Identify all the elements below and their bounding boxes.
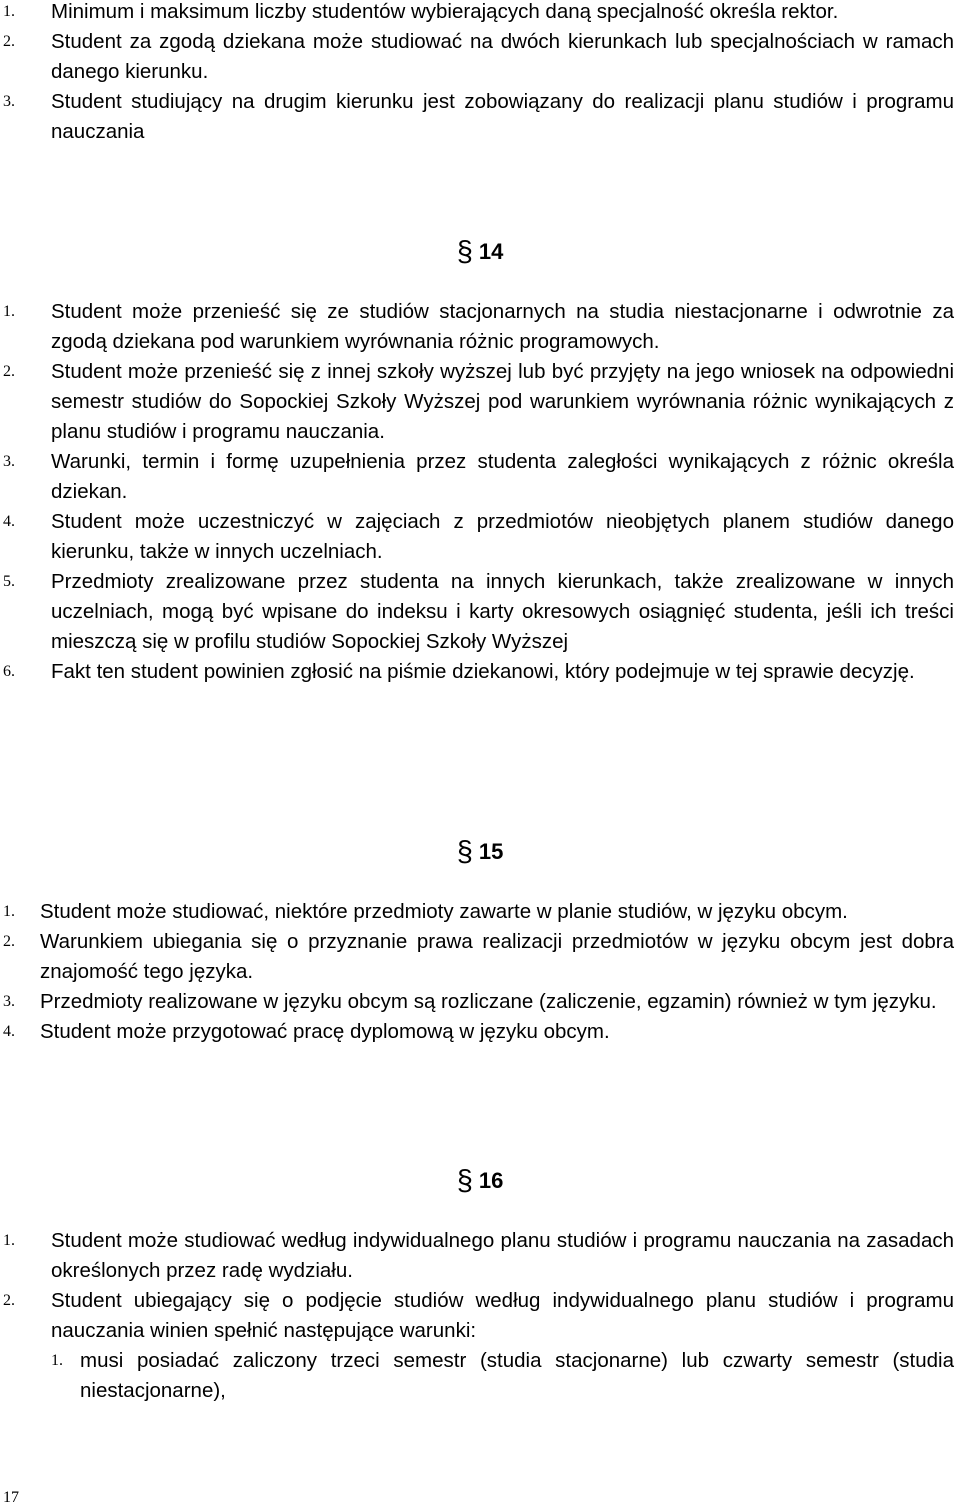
section-symbol: § bbox=[456, 836, 473, 868]
list-item bbox=[0, 357, 960, 447]
item-number: 3. bbox=[3, 453, 15, 470]
item-number: 5. bbox=[3, 573, 15, 590]
section-15-list bbox=[0, 897, 960, 1047]
item-text: Student studiujący na drugim kierunku jest zobowiązany do realizacji planu studiów i programu nauczania bbox=[51, 90, 954, 143]
section-symbol: § bbox=[456, 1165, 473, 1197]
section-14-list bbox=[0, 297, 960, 687]
item-text: Przedmioty zrealizowane przez studenta na innych kierunkach, także zrealizowane w innych uczelniach, mogą być wpisane do indeksu i karty okresowych osiągnięć studenta, jeśli ich treści mieszczą się w profilu studiów Sopockiej Szkoły Wyższej bbox=[51, 570, 954, 653]
item-text: Student może uczestniczyć w zajęciach z przedmiotów nieobjętych planem studiów danego kierunku, także w innych uczelniach. bbox=[51, 510, 954, 563]
item-text: Student za zgodą dziekana może studiować na dwóch kierunkach lub specjalnościach w ramach danego kierunku. bbox=[51, 30, 954, 83]
list-item bbox=[0, 927, 960, 987]
item-text: Student może studiować według indywidualnego planu studiów i programu nauczania na zasadach określonych przez radę wydziału. bbox=[51, 1229, 954, 1282]
section-symbol: § bbox=[456, 236, 473, 268]
list-item bbox=[0, 297, 960, 357]
list-item bbox=[0, 87, 960, 147]
item-number: 4. bbox=[3, 1023, 15, 1040]
list-item bbox=[0, 507, 960, 567]
list-continuation bbox=[0, 0, 960, 147]
section-number: 14 bbox=[478, 239, 504, 264]
item-text: Student może przygotować pracę dyplomową w języku obcym. bbox=[40, 1020, 610, 1043]
item-number: 2. bbox=[3, 933, 15, 950]
section-number: 15 bbox=[478, 839, 504, 864]
list-item bbox=[0, 657, 960, 687]
sub-list-item bbox=[0, 1346, 960, 1406]
item-number: 1. bbox=[3, 303, 15, 320]
item-number: 2. bbox=[3, 363, 15, 380]
item-text: Minimum i maksimum liczby studentów wybierających daną specjalność określa rektor. bbox=[51, 0, 839, 23]
list-item bbox=[0, 447, 960, 507]
list-item bbox=[0, 0, 960, 27]
list-item bbox=[0, 1017, 960, 1047]
item-number: 2. bbox=[3, 1292, 15, 1309]
item-text: Warunkiem ubiegania się o przyznanie prawa realizacji przedmiotów w języku obcym jest dobra znajomość tego języka. bbox=[40, 930, 954, 983]
item-number: 1. bbox=[3, 3, 15, 20]
item-text: Fakt ten student powinien zgłosić na piśmie dziekanowi, który podejmuje w tej sprawie decyzję. bbox=[51, 660, 915, 683]
item-text: Student może przenieść się z innej szkoły wyższej lub być przyjęty na jego wniosek na odpowiedni semestr studiów do Sopockiej Szkoły Wyższej pod warunkiem wyrównania różnic wynikających z planu studiów i programu nauczania. bbox=[51, 360, 954, 443]
item-text: Przedmioty realizowane w języku obcym są rozliczane (zaliczenie, egzamin) również w tym języku. bbox=[40, 990, 937, 1013]
item-number: 6. bbox=[3, 663, 15, 680]
item-number: 1. bbox=[3, 1232, 15, 1249]
section-heading-16 bbox=[0, 1166, 960, 1196]
list-item bbox=[0, 27, 960, 87]
item-number: 3. bbox=[3, 993, 15, 1010]
list-item bbox=[0, 987, 960, 1017]
item-number: 1. bbox=[3, 903, 15, 920]
list-item bbox=[0, 897, 960, 927]
item-number: 1. bbox=[51, 1352, 63, 1369]
list-item bbox=[0, 567, 960, 657]
item-text: Student może studiować, niektóre przedmioty zawarte w planie studiów, w języku obcym. bbox=[40, 900, 848, 923]
section-16-list bbox=[0, 1226, 960, 1406]
item-number: 3. bbox=[3, 93, 15, 110]
section-heading-14 bbox=[0, 237, 960, 267]
list-item bbox=[0, 1286, 960, 1346]
item-text: Student ubiegający się o podjęcie studiów według indywidualnego planu studiów i programu nauczania winien spełnić następujące warunki: bbox=[51, 1289, 954, 1342]
list-item bbox=[0, 1226, 960, 1286]
item-text: Warunki, termin i formę uzupełnienia przez studenta zaległości wynikających z różnic określa dziekan. bbox=[51, 450, 954, 503]
section-heading-15 bbox=[0, 837, 960, 867]
item-text: Student może przenieść się ze studiów stacjonarnych na studia niestacjonarne i odwrotnie za zgodą dziekana pod warunkiem wyrównania różnic programowych. bbox=[51, 300, 954, 353]
item-number: 4. bbox=[3, 513, 15, 530]
section-number: 16 bbox=[478, 1168, 504, 1193]
item-text: musi posiadać zaliczony trzeci semestr (studia stacjonarne) lub czwarty semestr (studia niestacjonarne), bbox=[80, 1349, 954, 1402]
item-number: 2. bbox=[3, 33, 15, 50]
page-number: 17 bbox=[3, 1489, 19, 1506]
